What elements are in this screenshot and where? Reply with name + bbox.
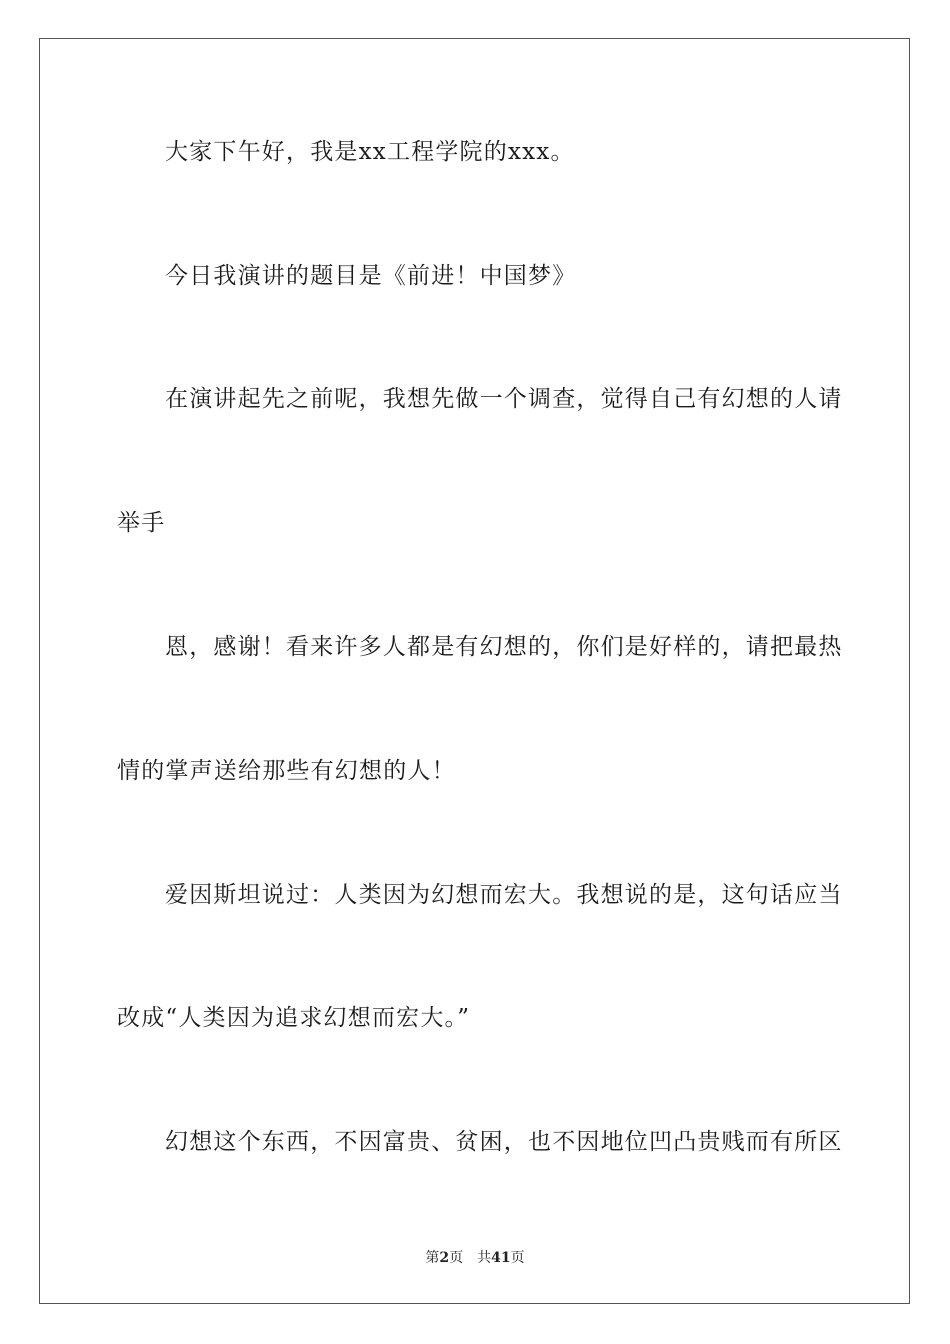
page-label-suffix: 页 [449,1250,464,1266]
paragraph-line: 改成“人类因为追求幻想而宏大。” [117,1005,471,1031]
total-pages: 41 [491,1250,511,1266]
paragraph-line: 今日我演讲的题目是《前进！中国梦》 [165,263,577,289]
paragraph-line: 幻想这个东西，不因富贵、贫困，也不因地位凹凸贵贱而有所区 [165,1129,843,1155]
page-number: 2 [439,1250,450,1266]
paragraph-line: 恩，感谢！看来许多人都是有幻想的，你们是好样的，请把最热 [165,634,843,660]
paragraph-line: 在演讲起先之前呢，我想先做一个调查，觉得自己有幻想的人请 [165,386,843,412]
page-footer [0,1247,950,1267]
total-label-prefix: 共 [477,1250,492,1266]
page-label-prefix: 第 [425,1250,440,1266]
paragraph-line: 情的掌声送给那些有幻想的人！ [117,758,456,784]
total-label-suffix: 页 [510,1250,525,1266]
paragraph-line: 举手 [117,510,166,536]
page-border [39,38,910,1304]
paragraph-line: 大家下午好，我是xx工程学院的xxx。 [165,139,575,165]
paragraph-line: 爱因斯坦说过：人类因为幻想而宏大。我想说的是，这句话应当 [165,882,843,908]
